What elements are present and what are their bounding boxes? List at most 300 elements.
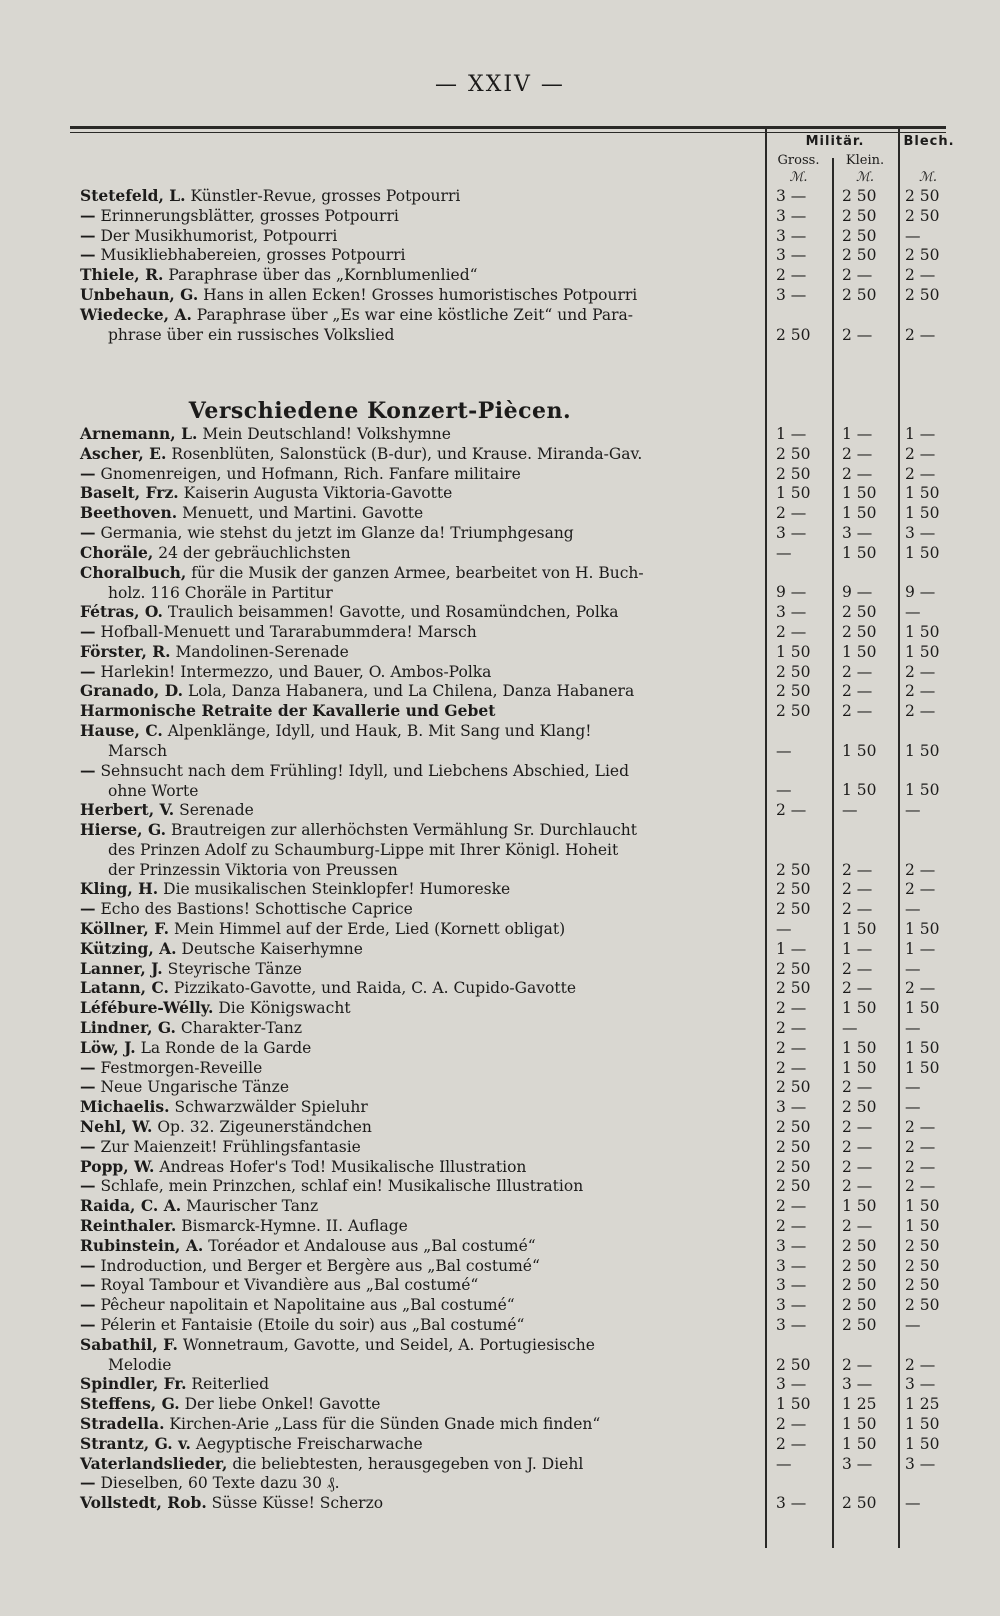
price-militar-klein: 2 —	[842, 860, 873, 879]
entry-author: Steffens, G.	[80, 1394, 180, 1414]
price-militar-gross: —	[776, 920, 792, 938]
entry-title: Indroduction, und Berger et Bergère aus „Bal costumé“	[100, 1256, 540, 1275]
price-blech: 1 50	[905, 1197, 940, 1216]
price-militar-klein: 2 50	[842, 1256, 877, 1275]
price-militar-klein: 1 —	[842, 939, 873, 958]
entry-title: Musikliebhabereien, grosses Potpourri	[100, 246, 406, 265]
entry-title: Hofball-Menuett und Tararabummdera! Marsch	[100, 623, 477, 641]
list-item	[80, 285, 750, 305]
entry-author: Arnemann, L.	[80, 424, 198, 443]
price-militar-gross: 2 50	[776, 880, 811, 899]
price-blech: 1 50	[905, 1038, 940, 1057]
entry-author: —	[80, 1077, 96, 1097]
price-militar-klein: 2 —	[842, 464, 873, 483]
entry-title: Menuett, und Martini. Gavotte	[182, 504, 424, 523]
entry-author: Kützing, A.	[80, 938, 177, 958]
price-militar-klein: 2 —	[842, 1118, 873, 1136]
list-item	[80, 998, 750, 1018]
price-militar-gross: 1 50	[776, 642, 811, 661]
entry-title: für die Musik der ganzen Armee, bearbeitet von H. Buch-	[191, 563, 644, 582]
price-militar-gross: 2 —	[776, 1217, 807, 1235]
entry-title: Brautreigen zur allerhöchsten Vermählung Sr. Durchlaucht	[170, 821, 638, 839]
list-item	[80, 1196, 750, 1216]
price-militar-gross: —	[776, 543, 792, 562]
price-militar-klein: 1 50	[842, 1058, 877, 1077]
price-militar-gross: 3 —	[776, 1276, 807, 1295]
price-blech: 1 50	[905, 1058, 940, 1077]
price-militar-gross: 2 —	[776, 1197, 807, 1216]
entry-author: Köllner, F.	[80, 919, 170, 938]
entry-title-continuation: holz. 116 Choräle in Partitur	[108, 583, 333, 602]
price-militar-klein: 2 50	[842, 206, 877, 225]
list-item	[80, 1137, 750, 1157]
entry-title: Reiterlied	[191, 1375, 270, 1394]
price-militar-klein: 1 50	[842, 642, 877, 661]
price-blech: 2 —	[905, 464, 936, 483]
price-militar-klein: 2 —	[842, 444, 873, 463]
list-item	[80, 1077, 750, 1097]
entry-title: Die musikalischen Steinklopfer! Humoreske	[163, 880, 511, 899]
entry-author: Vollstedt, Rob.	[80, 1493, 207, 1513]
price-militar-gross: 3 —	[776, 1256, 807, 1275]
currency-klein: ℳ.	[855, 170, 875, 185]
price-militar-gross: 2 —	[776, 999, 807, 1018]
entry-title: Paraphrase über „Es war eine köstliche Zeit“ und Para-	[196, 305, 633, 324]
price-blech: 2 50	[905, 1236, 940, 1255]
entry-author: —	[80, 661, 96, 681]
list-item	[80, 1157, 750, 1177]
price-militar-klein: 2 —	[842, 662, 873, 681]
price-militar-klein: 2 50	[842, 187, 877, 205]
price-blech: —	[905, 1078, 921, 1097]
price-blech: 2 50	[905, 1276, 940, 1295]
price-militar-klein: 2 50	[842, 623, 877, 641]
entry-title: Kirchen-Arie „Lass für die Sünden Gnade mich finden“	[169, 1415, 601, 1433]
entry-title: Dieselben, 60 Texte dazu 30 ₰.	[100, 1474, 340, 1493]
list-item	[80, 1295, 750, 1315]
price-militar-klein: 1 —	[842, 425, 873, 443]
entry-author: Choralbuch,	[80, 562, 187, 582]
entry-author: —	[80, 225, 96, 245]
list-item	[80, 1097, 750, 1117]
price-militar-gross: 2 50	[776, 1118, 811, 1136]
price-blech: 2 —	[905, 1137, 936, 1156]
entry-author: —	[80, 1057, 96, 1077]
militar-header: Militär.	[805, 134, 865, 149]
list-item	[80, 1256, 750, 1276]
entry-title: Aegyptische Freischarwache	[195, 1434, 423, 1453]
price-militar-gross: 3 —	[776, 603, 807, 622]
entry-title: Pélerin et Fantaisie (Etoile du soir) aus „Bal costumé“	[100, 1316, 525, 1334]
entry-author: Choräle,	[80, 542, 154, 562]
price-militar-gross: 3 —	[776, 1316, 807, 1334]
list-item	[80, 1058, 750, 1078]
list-item	[80, 681, 750, 701]
price-blech: 2 —	[905, 1157, 936, 1176]
price-militar-klein: 2 —	[842, 325, 873, 344]
price-militar-gross: 2 50	[776, 662, 811, 681]
entry-author: Ascher, E.	[80, 443, 167, 463]
entry-author: Lanner, J.	[80, 958, 163, 978]
entry-title: Rosenblüten, Salonstück (B-dur), und Krause. Miranda-Gav.	[171, 444, 643, 463]
price-militar-gross: 3 —	[776, 286, 807, 304]
currency-gross: ℳ.	[789, 170, 808, 185]
price-militar-klein: 2 50	[842, 1316, 877, 1334]
list-item	[80, 622, 750, 642]
entry-title: Der Musikhumorist, Potpourri	[100, 226, 338, 245]
price-blech: —	[905, 1316, 921, 1334]
entry-title-continuation: Marsch	[108, 742, 168, 760]
column-divider-left	[765, 128, 767, 1548]
entry-author: —	[80, 205, 96, 225]
entry-title: Royal Tambour et Vivandière aus „Bal costumé“	[100, 1276, 479, 1295]
list-item	[80, 265, 750, 285]
list-item	[80, 226, 750, 246]
entry-author: Herbert, V.	[80, 800, 175, 820]
price-blech: 3 —	[905, 1454, 936, 1473]
entry-title: Op. 32. Zigeunerständchen	[157, 1118, 372, 1136]
price-blech: 1 50	[905, 1217, 940, 1235]
price-blech: 2 —	[905, 1355, 936, 1374]
price-militar-klein: 1 50	[842, 781, 877, 800]
entry-author: Léfébure-Wélly.	[80, 998, 214, 1018]
entry-author: —	[80, 1473, 96, 1493]
entry-title: Lola, Danza Habanera, und La Chilena, Danza Habanera	[187, 682, 635, 701]
list-item	[80, 761, 750, 801]
price-militar-gross: 2 —	[776, 1434, 807, 1453]
price-blech: —	[905, 603, 921, 622]
price-militar-gross: 2 50	[776, 979, 811, 998]
entry-author: Spindler, Fr.	[80, 1374, 187, 1394]
list-item	[80, 424, 750, 444]
price-militar-klein: 1 50	[842, 543, 877, 562]
entry-title: Toréador et Andalouse aus „Bal costumé“	[208, 1236, 536, 1255]
entry-title: Echo des Bastions! Schottische Caprice	[100, 900, 413, 919]
price-militar-gross: 2 —	[776, 623, 807, 641]
price-blech: —	[905, 226, 921, 245]
price-blech: 1 50	[905, 1434, 940, 1453]
entry-title: Schwarzwälder Spieluhr	[174, 1098, 368, 1117]
price-militar-gross: 2 50	[776, 702, 811, 721]
gross-header: Gross.	[777, 153, 820, 168]
price-blech: 2 —	[905, 682, 936, 701]
list-item	[80, 800, 750, 820]
entry-title: Andreas Hofer's Tod! Musikalische Illustration	[159, 1157, 527, 1176]
price-militar-gross: —	[776, 1454, 792, 1473]
price-blech: 2 50	[905, 246, 940, 265]
price-blech: 2 —	[905, 266, 936, 285]
price-militar-klein: 1 50	[842, 920, 877, 938]
list-item	[80, 1374, 750, 1394]
list-item	[80, 305, 750, 345]
list-item	[80, 1394, 750, 1414]
entry-author: Wiedecke, A.	[80, 304, 192, 324]
entry-author: —	[80, 1255, 96, 1275]
price-militar-klein: 2 —	[842, 880, 873, 899]
list-item	[80, 563, 750, 603]
list-item	[80, 523, 750, 543]
entry-author: —	[80, 1136, 96, 1156]
entry-title-continuation: phrase über ein russisches Volkslied	[108, 325, 395, 344]
price-militar-klein: 1 50	[842, 1434, 877, 1453]
price-militar-klein: 1 50	[842, 484, 877, 503]
price-blech: 2 —	[905, 444, 936, 463]
price-militar-klein: 2 50	[842, 286, 877, 304]
blech-header: Blech.	[903, 134, 955, 149]
entry-author: —	[80, 523, 96, 542]
list-item	[80, 1315, 750, 1335]
section-title: Verschiedene Konzert-Piècen.	[188, 398, 572, 424]
price-militar-gross: 3 —	[776, 524, 807, 542]
price-militar-klein: 2 50	[842, 1236, 877, 1255]
price-militar-klein: 2 —	[842, 682, 873, 701]
list-item	[80, 1176, 750, 1196]
list-item	[80, 1473, 750, 1493]
entry-author: Lindner, G.	[80, 1018, 176, 1037]
price-militar-klein: 1 50	[842, 1197, 877, 1216]
price-blech: 1 50	[905, 741, 940, 760]
price-blech: —	[905, 1494, 921, 1513]
entry-title-continuation: der Prinzessin Viktoria von Preussen	[108, 861, 398, 879]
entry-title: Harlekin! Intermezzo, und Bauer, O. Ambos-Polka	[100, 662, 492, 681]
entry-title: Mein Deutschland! Volkshymne	[202, 425, 451, 443]
list-item	[80, 483, 750, 503]
price-blech: 1 50	[905, 920, 940, 938]
price-militar-gross: 3 —	[776, 187, 807, 205]
entry-author: Vaterlandslieder,	[80, 1453, 228, 1473]
price-blech: 1 50	[905, 1415, 940, 1433]
price-blech: 9 —	[905, 583, 936, 602]
price-militar-gross: 3 —	[776, 246, 807, 265]
entry-author: Thiele, R.	[80, 265, 164, 285]
price-blech: 1 50	[905, 504, 940, 523]
price-militar-klein: 2 50	[842, 1296, 877, 1315]
price-militar-gross: 1 —	[776, 425, 807, 443]
entry-title: Pizzikato-Gavotte, und Raida, C. A. Cupido-Gavotte	[173, 979, 576, 998]
entry-title: Hans in allen Ecken! Grosses humoristisches Potpourri	[203, 286, 638, 304]
price-militar-gross: 9 —	[776, 583, 807, 602]
entry-title: Mandolinen-Serenade	[175, 642, 349, 661]
price-blech: 2 50	[905, 206, 940, 225]
price-blech: 2 50	[905, 1256, 940, 1275]
list-item	[80, 602, 750, 622]
list-item	[80, 503, 750, 523]
entry-author: Michaelis.	[80, 1097, 170, 1117]
price-militar-gross: 2 —	[776, 1058, 807, 1077]
price-militar-klein: 2 —	[842, 900, 873, 919]
price-militar-gross: 2 50	[776, 1177, 811, 1196]
price-militar-klein: —	[842, 1019, 858, 1037]
entry-author: Fétras, O.	[80, 602, 163, 622]
list-item	[80, 245, 750, 265]
price-militar-gross: 3 —	[776, 1098, 807, 1117]
entry-author: Hause, C.	[80, 721, 163, 740]
list-item	[80, 1117, 750, 1137]
list-item	[80, 642, 750, 662]
entry-title: Süsse Küsse! Scherzo	[211, 1494, 384, 1513]
entry-author: Hierse, G.	[80, 820, 167, 839]
price-blech: 1 50	[905, 999, 940, 1018]
price-militar-klein: 3 —	[842, 524, 873, 542]
list-item	[80, 1275, 750, 1295]
price-militar-klein: 1 50	[842, 504, 877, 523]
entry-title: Paraphrase über das „Kornblumenlied“	[168, 266, 478, 285]
price-blech: 2 50	[905, 1296, 940, 1315]
price-militar-klein: 2 —	[842, 1177, 873, 1196]
list-item	[80, 464, 750, 484]
column-divider-mid	[832, 158, 834, 1548]
price-militar-klein: 2 —	[842, 1078, 873, 1097]
entry-title-continuation: des Prinzen Adolf zu Schaumburg-Lippe mit Ihrer Königl. Hoheit	[108, 841, 619, 859]
price-militar-gross: 2 50	[776, 464, 811, 483]
price-blech: 2 —	[905, 702, 936, 721]
entry-author: —	[80, 1176, 96, 1196]
entry-title: Neue Ungarische Tänze	[100, 1078, 290, 1097]
price-blech: 3 —	[905, 1375, 936, 1394]
price-militar-klein: 2 —	[842, 1355, 873, 1374]
price-militar-gross: 3 —	[776, 1375, 807, 1394]
price-militar-gross: 1 50	[776, 1395, 811, 1414]
list-item	[80, 1493, 750, 1513]
entry-title: Die Königswacht	[218, 999, 351, 1018]
price-militar-gross: 3 —	[776, 206, 807, 225]
entry-author: Baselt, Frz.	[80, 483, 179, 503]
list-item	[80, 899, 750, 919]
entry-author: Granado, D.	[80, 681, 184, 701]
entry-author: —	[80, 899, 96, 919]
entry-title: Deutsche Kaiserhymne	[181, 939, 363, 958]
list-item	[80, 820, 750, 880]
price-blech: —	[905, 801, 921, 820]
entry-title: Schlafe, mein Prinzchen, schlaf ein! Musikalische Illustration	[100, 1177, 584, 1196]
price-militar-klein: 2 50	[842, 246, 877, 265]
price-militar-klein: —	[842, 801, 858, 820]
price-militar-gross: 2 —	[776, 504, 807, 523]
entry-title: Pêcheur napolitain et Napolitaine aus „Bal costumé“	[100, 1296, 515, 1315]
price-blech: 2 —	[905, 662, 936, 681]
price-militar-gross: 2 50	[776, 860, 811, 879]
price-blech: 1 50	[905, 781, 940, 800]
price-militar-klein: 2 —	[842, 1217, 873, 1235]
header-rule	[70, 126, 946, 129]
price-militar-gross: 2 —	[776, 1019, 807, 1037]
entry-author: Stradella.	[80, 1414, 165, 1433]
entry-author: Popp, W.	[80, 1156, 155, 1176]
list-item	[80, 978, 750, 998]
price-blech: 2 50	[905, 286, 940, 304]
price-militar-klein: 2 —	[842, 702, 873, 721]
entry-author: Förster, R.	[80, 641, 171, 661]
price-militar-klein: 9 —	[842, 583, 873, 602]
price-militar-klein: 2 50	[842, 1098, 877, 1117]
price-militar-klein: 2 50	[842, 1494, 877, 1513]
list-item	[80, 1335, 750, 1375]
price-blech: 1 —	[905, 939, 936, 958]
price-militar-gross: 1 —	[776, 939, 807, 958]
entry-title: Der liebe Onkel! Gavotte	[184, 1395, 381, 1414]
entry-title: Steyrische Tänze	[167, 959, 302, 978]
entry-title: Alpenklänge, Idyll, und Hauk, B. Mit Sang und Klang!	[167, 722, 592, 740]
list-item	[80, 543, 750, 563]
list-item	[80, 206, 750, 226]
entry-title: Gnomenreigen, und Hofmann, Rich. Fanfare militaire	[100, 464, 521, 483]
price-militar-gross: 2 50	[776, 444, 811, 463]
entry-title: Erinnerungsblätter, grosses Potpourri	[100, 206, 399, 225]
price-militar-klein: 3 —	[842, 1375, 873, 1394]
list-item	[80, 721, 750, 761]
price-militar-gross: 2 —	[776, 266, 807, 285]
price-blech: 2 —	[905, 860, 936, 879]
list-item	[80, 1236, 750, 1256]
price-blech: 1 50	[905, 642, 940, 661]
price-militar-gross: —	[776, 781, 792, 800]
price-blech: —	[905, 1098, 921, 1117]
price-blech: 2 —	[905, 979, 936, 998]
list-item	[80, 701, 750, 721]
entry-title: Charakter-Tanz	[180, 1019, 303, 1037]
entry-author: Stetefeld, L.	[80, 186, 186, 205]
price-militar-gross: 3 —	[776, 1236, 807, 1255]
list-item	[80, 186, 750, 206]
entry-author: Kling, H.	[80, 879, 159, 899]
list-item	[80, 1216, 750, 1236]
entry-title: Festmorgen-Reveille	[100, 1058, 263, 1077]
currency-blech: ℳ.	[918, 170, 938, 185]
entry-author: Strantz, G. v.	[80, 1433, 191, 1453]
price-militar-klein: 2 50	[842, 226, 877, 245]
price-militar-gross: —	[776, 741, 792, 760]
price-militar-gross: 2 —	[776, 801, 807, 820]
entry-author: Reinthaler.	[80, 1216, 177, 1235]
price-militar-klein: 2 —	[842, 266, 873, 285]
price-blech: 1 50	[905, 484, 940, 503]
entry-author: Beethoven.	[80, 503, 178, 523]
list-item	[80, 1414, 750, 1434]
list-item	[80, 919, 750, 939]
price-militar-gross: 2 50	[776, 325, 811, 344]
price-militar-klein: 2 —	[842, 959, 873, 978]
price-militar-gross: 2 50	[776, 1355, 811, 1374]
price-militar-gross: 2 —	[776, 1415, 807, 1433]
entry-title: Maurischer Tanz	[186, 1197, 319, 1216]
price-militar-klein: 1 50	[842, 741, 877, 760]
price-militar-gross: 2 50	[776, 1137, 811, 1156]
entry-title: Traulich beisammen! Gavotte, und Rosamündchen, Polka	[167, 603, 619, 622]
entry-title: Bismarck-Hymne. II. Auflage	[181, 1217, 408, 1235]
price-blech: 2 —	[905, 880, 936, 899]
price-militar-klein: 2 —	[842, 1137, 873, 1156]
entry-author: —	[80, 463, 96, 483]
price-blech: 1 50	[905, 543, 940, 562]
price-militar-gross: 3 —	[776, 1494, 807, 1513]
entry-author: Unbehaun, G.	[80, 285, 199, 304]
entry-title: Zur Maienzeit! Frühlingsfantasie	[100, 1137, 361, 1156]
entry-title: Germania, wie stehst du jetzt im Glanze da! Triumphgesang	[100, 524, 574, 542]
klein-header: Klein.	[845, 153, 885, 168]
price-militar-gross: 2 50	[776, 1157, 811, 1176]
price-militar-gross: 3 —	[776, 1296, 807, 1315]
entry-author: —	[80, 1275, 96, 1295]
entry-title: Sehnsucht nach dem Frühling! Idyll, und Liebchens Abschied, Lied	[100, 761, 630, 780]
price-militar-klein: 1 25	[842, 1395, 877, 1414]
price-militar-gross: 2 50	[776, 959, 811, 978]
header-rule-thin	[70, 132, 946, 133]
entry-title: Künstler-Revue, grosses Potpourri	[190, 187, 461, 205]
price-militar-klein: 2 50	[842, 1276, 877, 1295]
list-item	[80, 1454, 750, 1474]
list-item	[80, 939, 750, 959]
list-item	[80, 879, 750, 899]
